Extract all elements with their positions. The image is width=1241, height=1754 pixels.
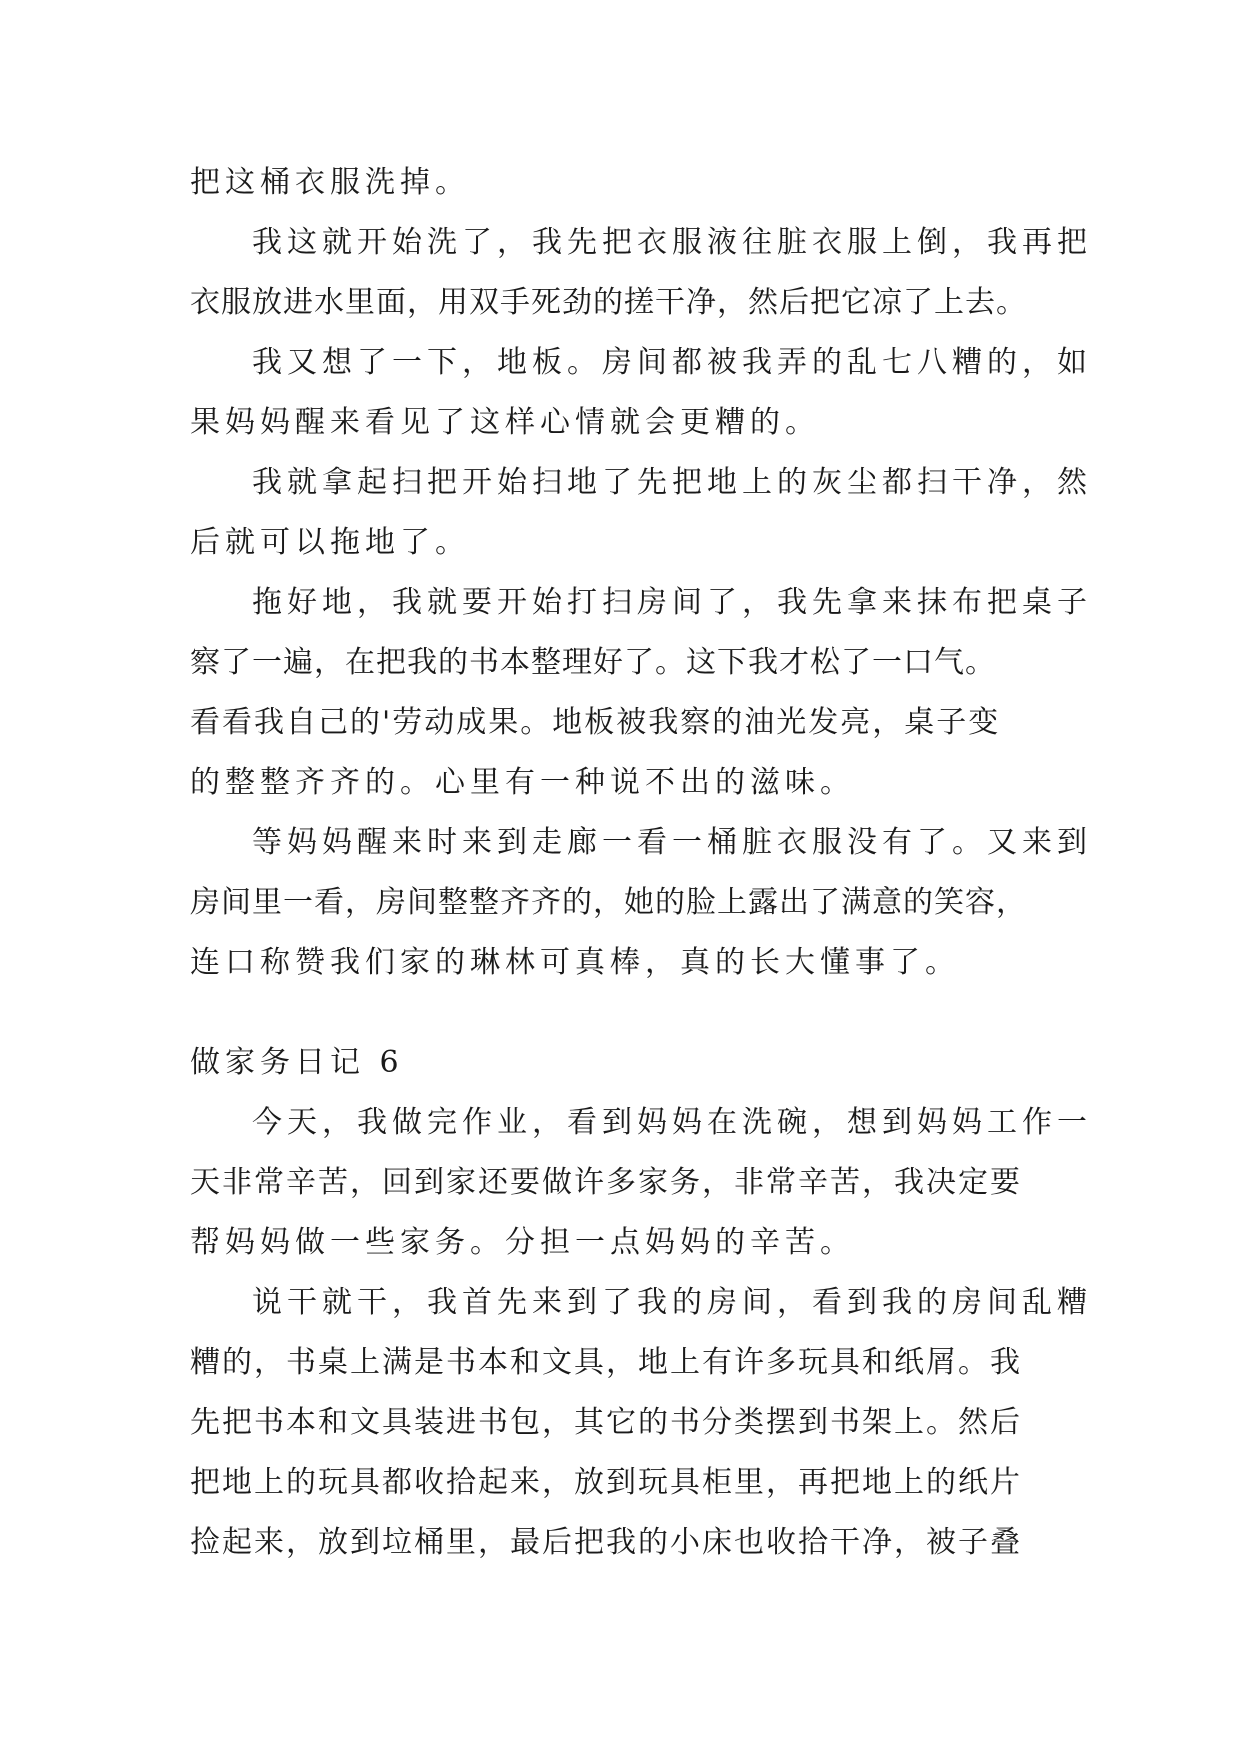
section-heading: 做家务日记 6 — [190, 1045, 404, 1080]
text-line: 帮妈妈做一些家务。分担一点妈妈的辛苦。 — [190, 1225, 855, 1260]
text-line: 把地上的玩具都收拾起来，放到玩具柜里，再把地上的纸片 — [190, 1465, 1022, 1500]
text-line: 等妈妈醒来时来到走廊一看一桶脏衣服没有了。又来到 — [252, 825, 1092, 860]
text-line: 后就可以拖地了。 — [190, 525, 470, 560]
text-line: 果妈妈醒来看见了这样心情就会更糟的。 — [190, 405, 820, 440]
text-line: 拖好地，我就要开始打扫房间了，我先拿来抹布把桌子 — [252, 585, 1092, 620]
text-line: 我又想了一下，地板。房间都被我弄的乱七八糟的，如 — [252, 345, 1092, 380]
text-line: 捡起来，放到垃桶里，最后把我的小床也收拾干净，被子叠 — [190, 1525, 1022, 1560]
text-line: 察了一遍，在把我的书本整理好了。这下我才松了一口气。 — [190, 645, 996, 680]
text-line: 糟的，书桌上满是书本和文具，地上有许多玩具和纸屑。我 — [190, 1345, 1022, 1380]
text-line: 先把书本和文具装进书包，其它的书分类摆到书架上。然后 — [190, 1405, 1022, 1440]
text-line: 说干就干，我首先来到了我的房间，看到我的房间乱糟 — [252, 1285, 1092, 1320]
text-line: 衣服放进水里面，用双手死劲的搓干净，然后把它凉了上去。 — [190, 285, 1027, 320]
text-line: 把这桶衣服洗掉。 — [190, 165, 470, 200]
text-line: 我就拿起扫把开始扫地了先把地上的灰尘都扫干净，然 — [252, 465, 1092, 500]
text-line: 的整整齐齐的。心里有一种说不出的滋味。 — [190, 765, 855, 800]
text-line: 今天，我做完作业，看到妈妈在洗碗，想到妈妈工作一 — [252, 1105, 1092, 1140]
text-line: 天非常辛苦，回到家还要做许多家务，非常辛苦，我决定要 — [190, 1165, 1022, 1200]
text-line: 房间里一看，房间整整齐齐的，她的脸上露出了满意的笑容， — [190, 885, 1027, 920]
text-line: 连口称赞我们家的琳林可真棒，真的长大懂事了。 — [190, 945, 960, 980]
text-line: 我这就开始洗了，我先把衣服液往脏衣服上倒，我再把 — [252, 225, 1092, 260]
text-line: 看看我自己的'劳动成果。地板被我察的油光发亮，桌子变 — [190, 705, 1001, 740]
